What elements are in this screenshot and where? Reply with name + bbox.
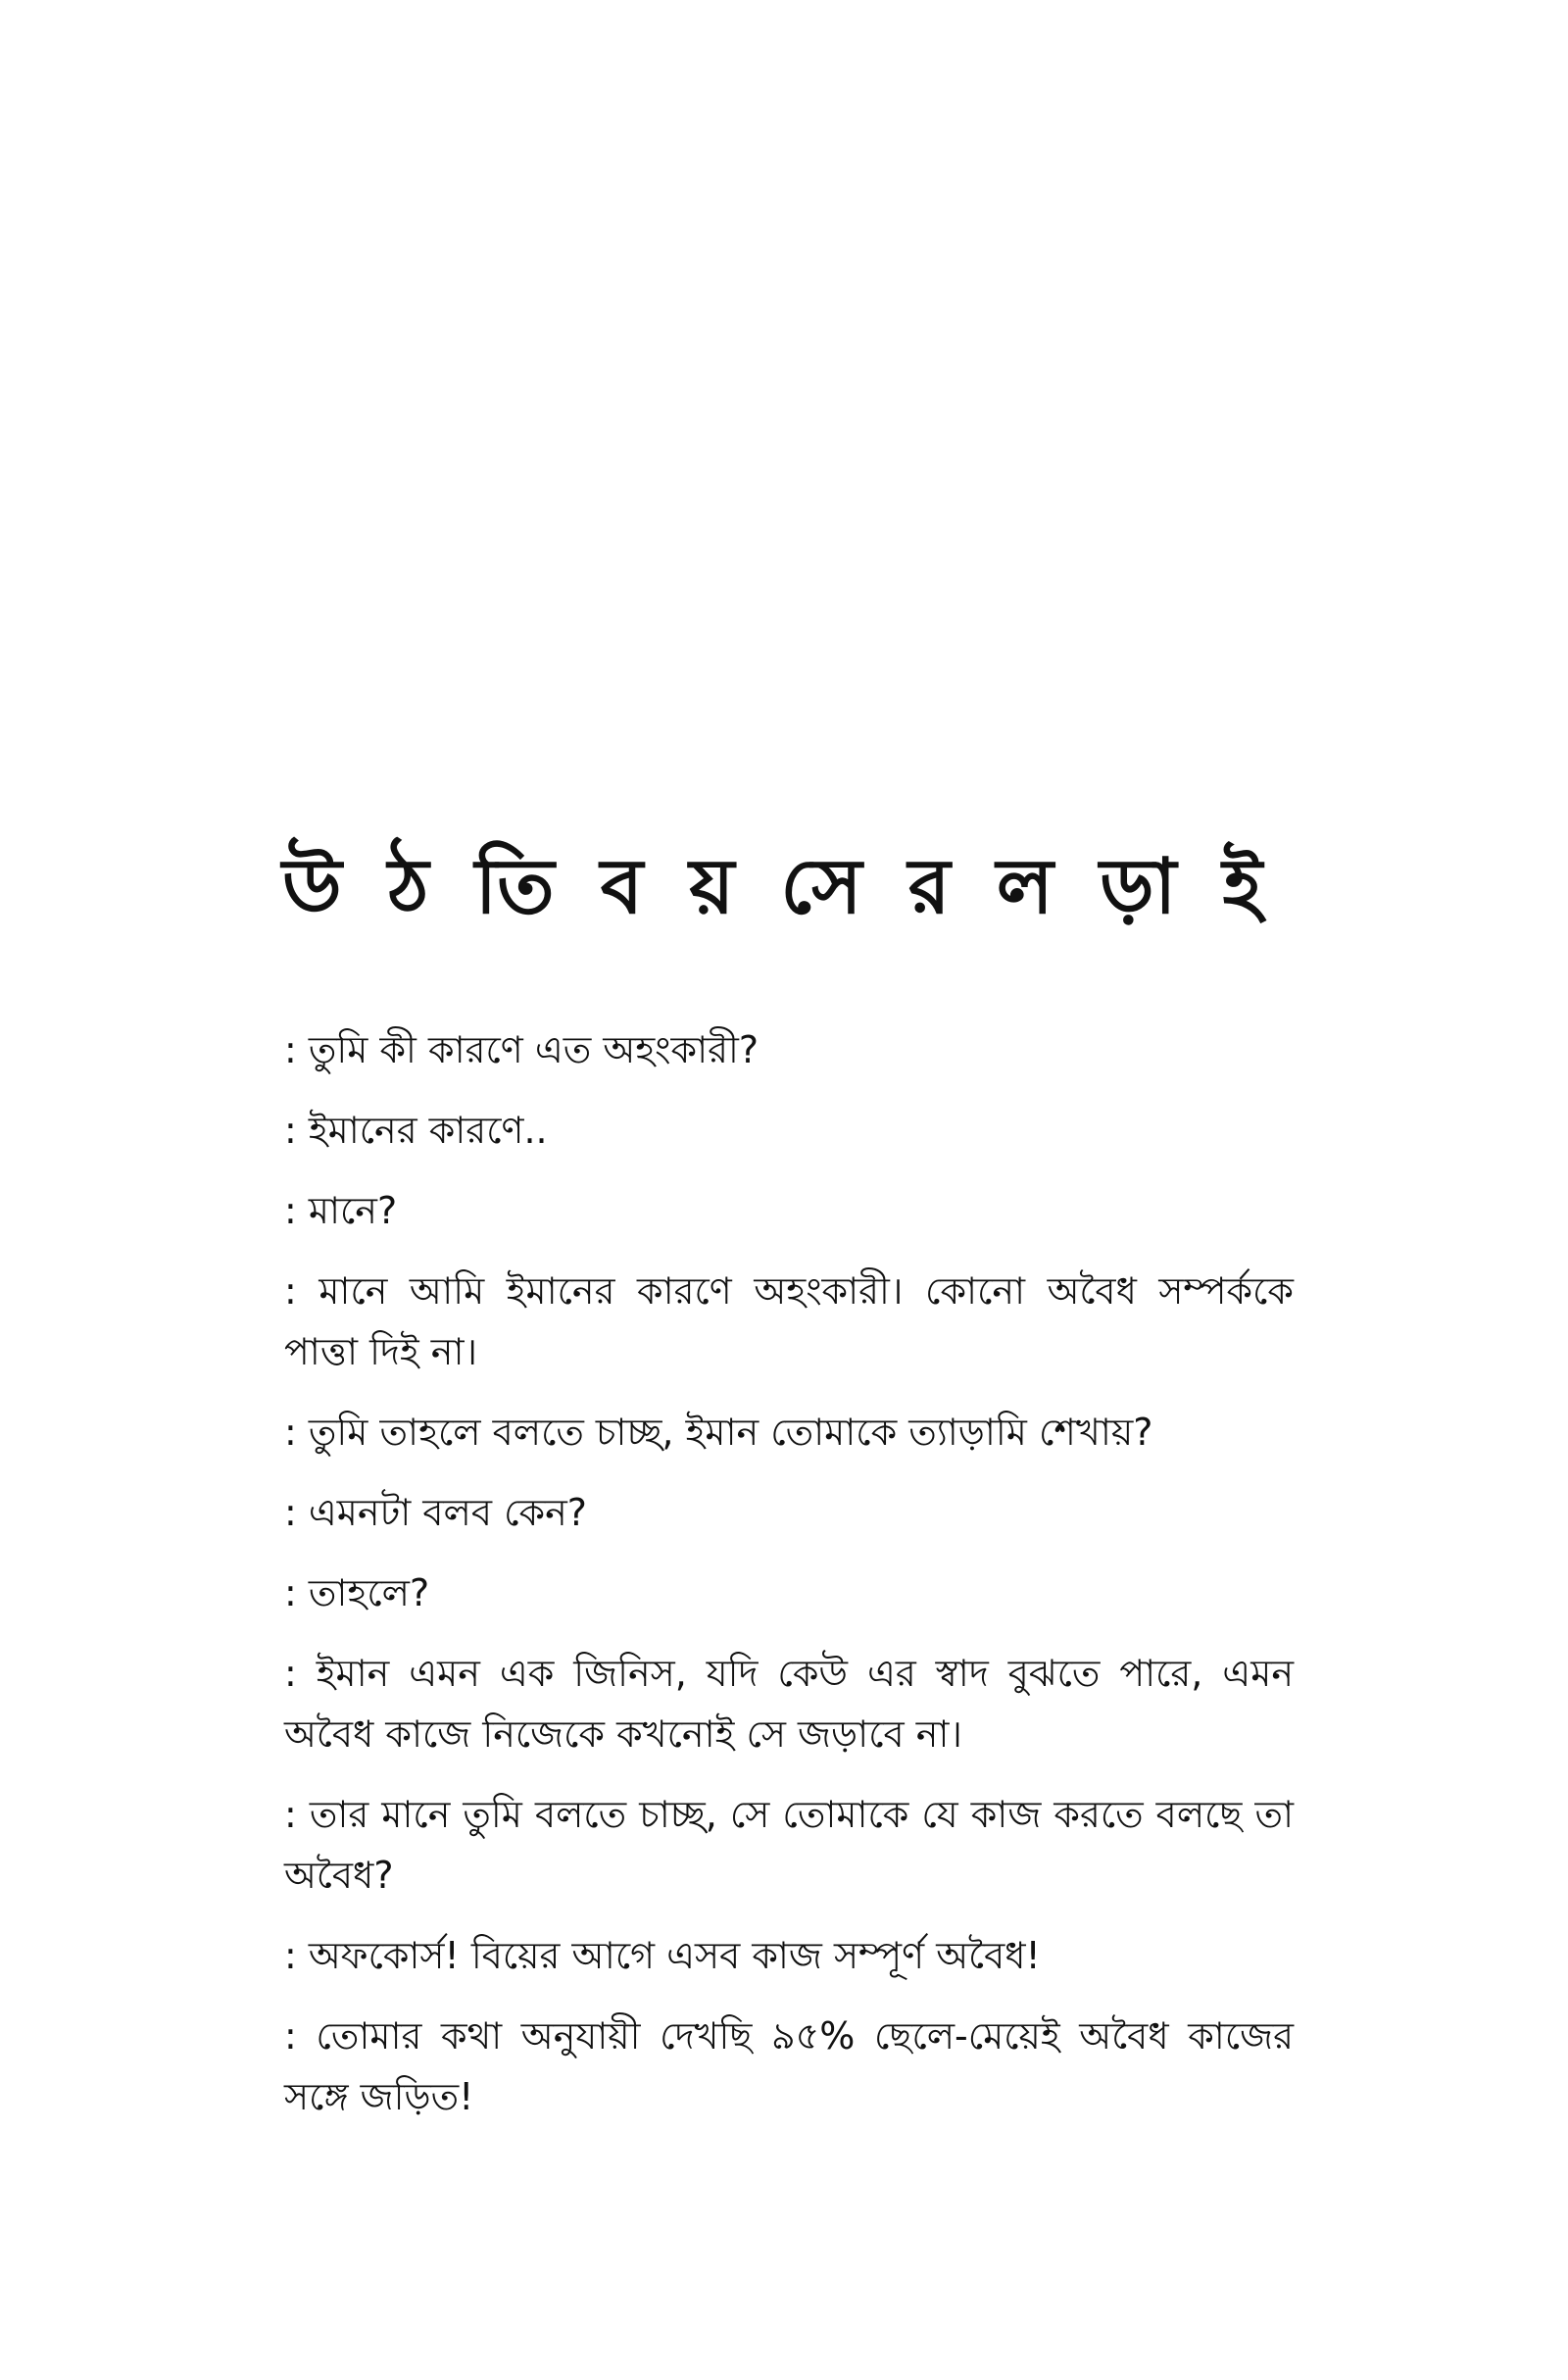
dialogue-line: : মানে? xyxy=(284,1189,398,1232)
dialogue-line: : তার মানে তুমি বলতে চাচ্ছ, সে তোমাকে যে কাজ করতে বলছে তা অবৈধ? xyxy=(284,1793,1294,1897)
dialogue-line: : তোমার কথা অনুযায়ী দেখছি ৯৫% ছেলে-মেয়েই অবৈধ কাজের সঙ্গে জড়িত! xyxy=(284,2014,1294,2118)
dialogue-body xyxy=(284,1019,1294,2147)
dialogue-line: : মানে আমি ইমানের কারণে অহংকারী। কোনো অবৈধ সম্পর্ককে পাত্তা দিই না। xyxy=(284,1269,1294,1373)
dialogue-line: : তুমি কী কারণে এত অহংকারী? xyxy=(284,1028,760,1071)
dialogue-line: : ইমান এমন এক জিনিস, যদি কেউ এর স্বাদ বুঝতে পারে, এমন অবৈধ কাজে নিজেকে কখনোই সে জড়াবে না। xyxy=(284,1652,1294,1756)
dialogue-line: : তাহলে? xyxy=(284,1571,430,1614)
dialogue-line: : অফকোর্স! বিয়ের আগে এসব কাজ সম্পূর্ণ অবৈধ! xyxy=(284,1934,1041,1977)
dialogue-line: : এমনটা বলব কেন? xyxy=(284,1491,587,1534)
dialogue-line: : তুমি তাহলে বলতে চাচ্ছ, ইমান তোমাকে ত্যাড়ামি শেখায়? xyxy=(284,1411,1153,1454)
dialogue-line: : ইমানের কারণে.. xyxy=(284,1109,548,1152)
chapter-title: উ ঠ তি ব য় সে র ল ড়া ই xyxy=(282,843,1273,931)
